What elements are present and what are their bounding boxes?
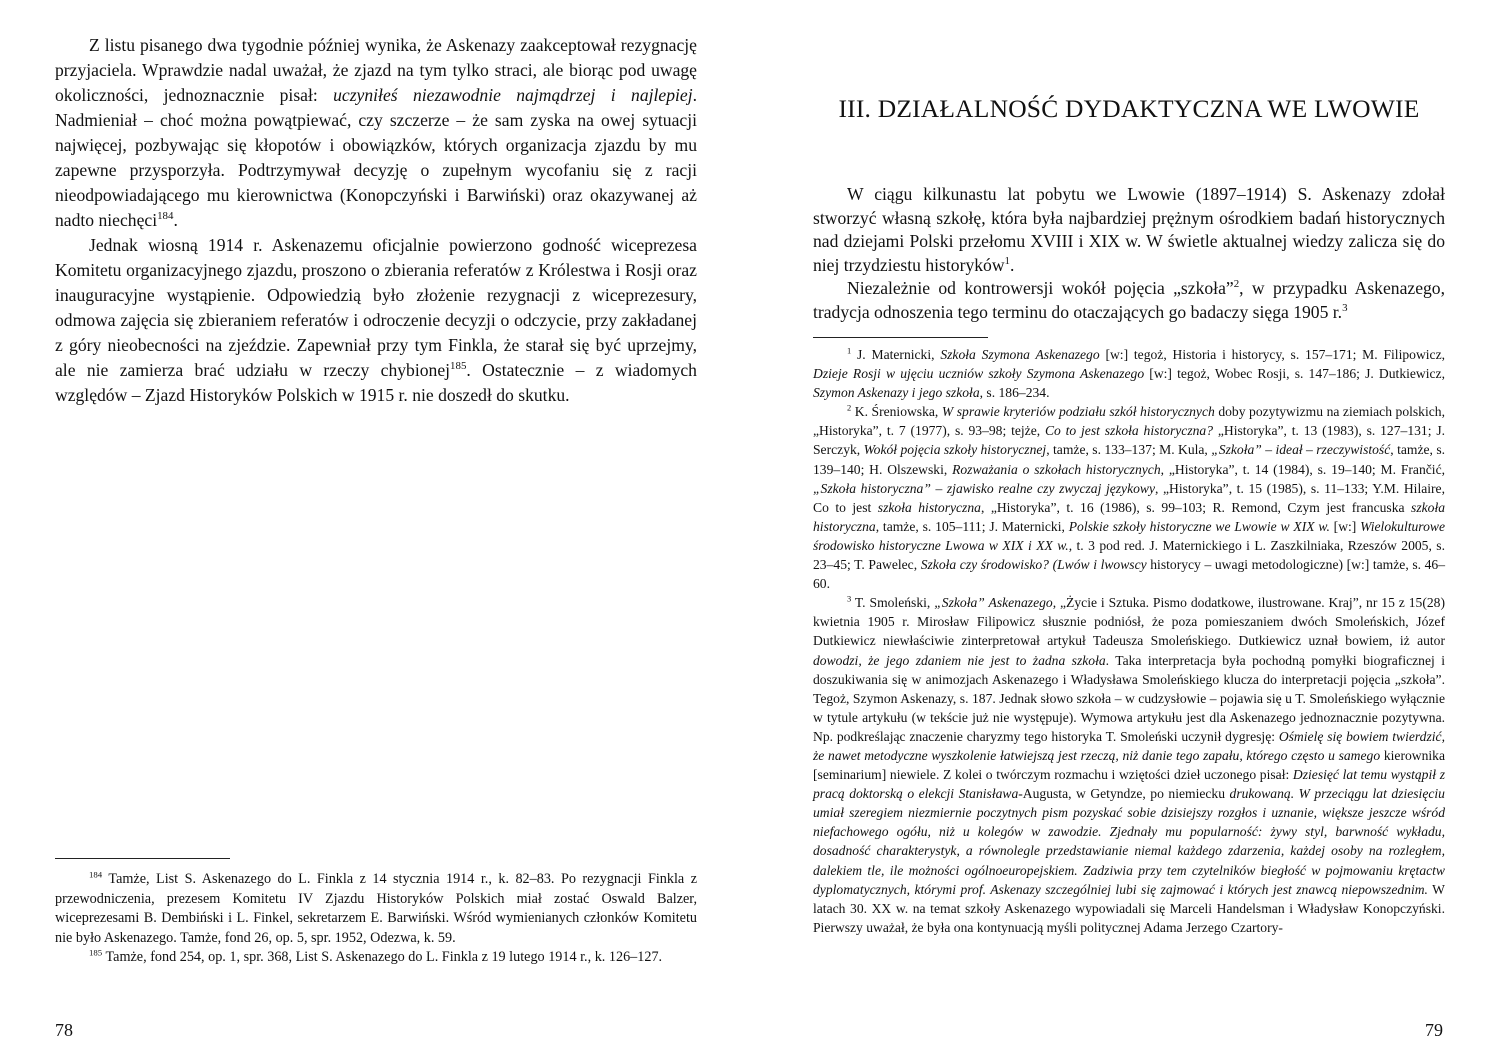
text-segment: historycy – uwagi metodologiczne) [w:] tamże, s. 46–60.: [813, 557, 1445, 592]
italic-text: Dzieje Rosji w ujęciu uczniów szkoły Szymona Askenazego: [813, 366, 1145, 382]
italic-text: drukowaną. W przeciągu lat dziesięciu umiał szeregiem niezmiernie poczytnych pism pozyskać sobie dzisiejszy rozgłos i uznanie, większe jeszcze wśród niefachowego ogółu, niż u kolegów w zawodzie. Zjednały mu popularność: żywy styl, barwność wykładu, dosadność charakterystyk, a równolegle przedstawianie niemal każdego zdarzenia, każdej osoby na rozległem, dalekiem tle, ile możności ogólnoeuropejskiem. Zadziwia przy tem czytelników biegłość w pojmowaniu krętactw dyplomatycznych, którymi prof. Askenazy szczególniej lubi się zajmować i których jest znawcą niepowszednim.: [813, 786, 1445, 897]
italic-text: Wokół pojęcia szkoły historycznej: [863, 442, 1047, 458]
text-segment: , „Życie i Sztuka. Pismo dodatkowe, ilustrowane. Kraj”, nr 15 z 15(28) kwietnia 1905 r. Mirosław Filipowicz słusznie podniósł, że poza pomieszaniem dwóch Smoleńskich, Józef Dutkiewicz niewłaściwie zinterpretował artykuł Tadeusza Smoleńskiego. Dutkiewicz uznał bowiem, iż autor: [813, 595, 1446, 649]
text-segment: W ciągu kilkunastu lat pobytu we Lwowie (1897–1914) S. Askenazy zdołał stworzyć własną szkołę, która była najbardziej prężnym ośrodkiem badań historycznych nad dziejami Polski przełomu XVIII i XIX w. W świetle aktualnej wiedzy zalicza się do niej trzydziestu historyków: [813, 184, 1445, 275]
text-segment: T. Smoleński,: [851, 595, 935, 611]
text-segment: .: [1010, 254, 1015, 275]
footnote-marker: 3: [1342, 302, 1348, 315]
italic-text: Polskie szkoły historyczne we Lwowie w XIX w.: [1068, 518, 1330, 534]
italic-text: uczyniłeś niezawodnie najmądrzej i najlepiej: [333, 85, 693, 105]
text-segment: Z listu pisanego dwa tygodnie później wynika, że Askenazy zaakceptował rezygnację przyjaciela. Wprawdzie nadal uważał, że zjazd na tym tylko straci, ale biorąc pod uwagę okoliczności, jednoznacznie pisał:: [55, 35, 697, 105]
text-segment: , w przypadku Askenazego, tradycja odnoszenia tego terminu do otaczających go badaczy sięga 1905 r.: [813, 278, 1445, 322]
footnote: [55, 870, 697, 948]
text-segment: , „Historyka”, t. 15 (1985), s. 11–133; Y.M. Hilaire, Co to jest: [813, 480, 1445, 515]
italic-text: „Szkoła” – ideał – rzeczywistość: [1211, 442, 1391, 458]
italic-text: „Szkoła historyczna” – zjawisko realne czy zwyczaj językowy: [813, 480, 1156, 496]
italic-text: Rozważania o szkołach historycznych: [952, 461, 1161, 477]
italic-text: Ośmielę się bowiem twierdzić, że nawet metodyczne wyszkolenie łatwiejszą jest rzeczą, niż danie tego zapału, którego często u samego: [813, 728, 1445, 763]
text-segment: , tamże, s. 105–111; J. Maternicki,: [875, 518, 1069, 534]
text-segment: . Taka interpretacja była pochodną pomyłki biograficznej i doszukiwania się w animozjach Askenazego i Władysława Smoleńskiego klucza do interpretacji pojęcia „szkoła”. Tegoż, Szymon Askenazy, s. 187. Jednak słowo szkoła – w cudzysłowie – pojawia się u T. Smoleńskiego wyłącznie w tytule artykułu (w tekście już nie występuje). Wymowa artykułu jest dla Askenazego jednoznacznie pozytywna. Np. podkreślając znaczenie charyzmy tego historyka T. Smoleński uczynił dygresję:: [813, 652, 1445, 744]
footnote-marker: 184: [157, 210, 174, 223]
text-segment: .: [173, 210, 178, 230]
text-segment: Niezależnie od kontrowersji wokół pojęcia „szkoła”: [847, 278, 1234, 299]
footnotes: [55, 870, 697, 968]
footnotes: [813, 345, 1445, 937]
italic-text: Szkoła czy środowisko? (Lwów i lwowscy: [920, 557, 1147, 573]
footnote-marker: 3: [847, 593, 852, 604]
paragraph: [813, 183, 1445, 277]
italic-text: Szymon Askenazy i jego szkoła: [813, 385, 980, 401]
footnote: [813, 345, 1445, 402]
paragraph: [55, 33, 697, 233]
text-segment: „Historyka”, t. 13 (1983), s. 127–131; J. Serczyk,: [813, 423, 1446, 458]
text-segment: [w:] tegoż, Historia i historycy, s. 157–171; M. Filipowicz,: [1099, 347, 1446, 362]
text-segment: Tamże, List S. Askenazego do L. Finkla z 14 stycznia 1914 r., k. 82–83. Po rezygnacji Finkla z przewodniczenia, prezesem Komitetu IV Zjazdu Historyków Polskich miał zostać Oswald Balzer, wiceprezesami B. Dembiński i L. Finkel, sekretarzem E. Barwiński. Wśród wymienianych członków Komitetu nie było Askenazego. Tamże, fond 26, op. 5, spr. 1952, Odezwa, k. 59.: [55, 871, 697, 946]
italic-text: szkoła historyczna: [877, 499, 981, 515]
text-segment: [w:]: [1329, 518, 1361, 534]
text-segment: , „Historyka”, t. 16 (1986), s. 99–103; R. Remond, Czym jest francuska: [980, 499, 1412, 515]
italic-text: Co to jest szkoła historyczna?: [1044, 423, 1214, 439]
main-text: [55, 33, 697, 408]
footnote-marker: 1: [1004, 254, 1010, 267]
text-segment: K. Śreniowska,: [851, 404, 942, 420]
italic-text: szkoła historyczna: [813, 499, 1446, 534]
paragraph: [813, 277, 1445, 324]
footnote-marker: 1: [847, 345, 852, 356]
chapter-title: III. DZIAŁALNOŚĆ DYDAKTYCZNA WE LWOWIE: [838, 94, 1420, 123]
footnote-marker: 2: [847, 402, 852, 413]
text-segment: , tamże, s. 139–140; H. Olszewski,: [813, 442, 1446, 477]
footnote: [55, 948, 697, 968]
text-segment: J. Maternicki,: [851, 347, 941, 362]
text-segment: Tamże, fond 254, op. 1, spr. 368, List S. Askenazego do L. Finkla z 19 lutego 1914 r., k. 126–127.: [102, 949, 663, 965]
right-page: [750, 0, 1500, 1064]
main-text: [813, 183, 1445, 325]
text-segment: Jednak wiosną 1914 r. Askenazemu oficjalnie powierzono godność wiceprezesa Komitetu organizacyjnego zjazdu, proszono o zbierania referatów z Królestwa i Rosji oraz inauguracyjne wystąpienie. Odpowiedzią było złożenie rezygnacji z wiceprezesury, odmowa zajęcia się zbieraniem referatów i odroczenie decyzji o odczycie, przy zakładanej z góry nieobecności na zjeździe. Zapewniał przy tym Finkla, że starał się być uprzejmy, ale nie zamierza brać udziału w rzeczy chybionej: [55, 235, 697, 380]
footnote-separator: [55, 858, 230, 859]
footnote-marker: 185: [89, 947, 103, 958]
footnote: [813, 402, 1445, 593]
footnote: [813, 593, 1445, 937]
paragraph: [55, 233, 697, 408]
text-segment: kierownika [seminarium] niewiele. Z kolei o twórczym rozmachu i wziętości dzieł uczonego pisał:: [813, 747, 1445, 783]
footnote-separator: [813, 337, 988, 338]
text-segment: , s. 186–234.: [979, 385, 1050, 401]
text-segment: , „Historyka”, t. 14 (1984), s. 19–140; M. Frančić,: [1160, 461, 1445, 477]
page-number: 78: [55, 1020, 73, 1040]
italic-text: Wielokulturowe środowisko historyczne Lwowa w XIX i XX w.: [813, 518, 1445, 553]
text-segment: , t. 3 pod red. J. Maternickiego i L. Zaszkilniaka, Rzeszów 2005, s. 23–45; T. Pawelec,: [813, 537, 1445, 573]
italic-text: dowodzi, że jego zdaniem nie jest to żadna szkoła: [813, 652, 1106, 668]
italic-text: Dziesięć lat temu wystąpił z pracą doktorską o elekcji Stanisława: [813, 767, 1445, 802]
page-number: 79: [1425, 1020, 1443, 1040]
italic-text: „Szkoła” Askenazego: [934, 595, 1053, 611]
text-segment: . Nadmieniał – choć można powątpiewać, czy szczerze – że sam zyska na owej sytuacji najwięcej, pozbywając się kłopotów i obowiązków, których organizacja zjazdu by mu zapewne przysporzyła. Podtrzymywał decyzję o zupełnym wycofaniu się z racji nieodpowiadającego mu kierownictwa (Konopczyński i Barwiński) oraz okazywanej aż nadto niechęci: [55, 85, 697, 230]
italic-text: Szkoła Szymona Askenazego: [940, 347, 1100, 362]
footnote-marker: 2: [1233, 278, 1240, 291]
text-segment: -Augusta, w Getyndze, po niemiecku: [1018, 786, 1230, 802]
italic-text: W sprawie kryteriów podziału szkół historycznych: [941, 404, 1215, 420]
text-segment: W latach 30. XX w. na temat szkoły Askenazego wypowiadali się Marceli Handelsman i Władysław Konopczyński. Pierwszy uważał, że była ona kontynuacją myśli politycznej Adama Jerzego Czartory-: [813, 881, 1446, 935]
text-segment: doby pozytywizmu na ziemiach polskich, „Historyka”, t. 7 (1977), s. 93–98; tejże,: [813, 404, 1445, 439]
footnote-marker: 184: [89, 869, 103, 880]
text-segment: , tamże, s. 133–137; M. Kula,: [1046, 442, 1212, 458]
text-segment: [w:] tegoż, Wobec Rosji, s. 147–186; J. Dutkiewicz,: [1144, 366, 1445, 382]
text-segment: . Ostatecznie – z wiadomych względów – Zjazd Historyków Polskich w 1915 r. nie doszedł do skutku.: [55, 360, 697, 405]
footnote-marker: 185: [450, 360, 467, 373]
